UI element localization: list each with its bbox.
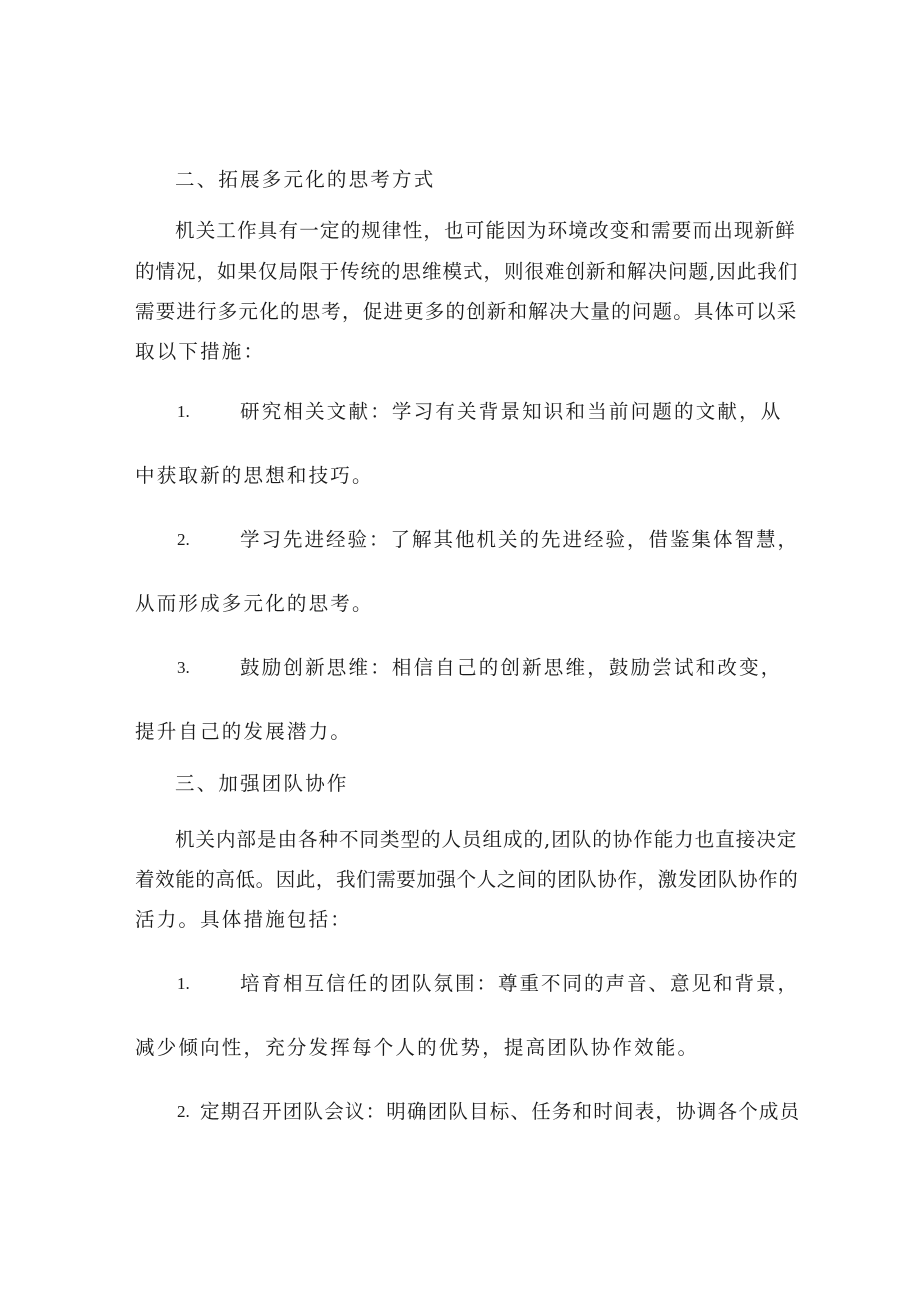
- paragraph-line: 机关内部是由各种不同类型的人员组成的,团队的协作能力也直接决定: [175, 828, 798, 851]
- paragraph-line: 需要进行多元化的思考，促进更多的创新和解决大量的问题。具体可以采: [135, 300, 798, 323]
- list-item-number: 2.: [177, 530, 190, 549]
- list-item-number: 2.: [177, 1102, 190, 1121]
- list-item-text: 培育相互信任的团队氛围：尊重不同的声音、意见和背景，: [240, 972, 800, 995]
- list-item-text: 中获取新的思想和技巧。: [135, 464, 374, 487]
- list-item-number: 3.: [177, 658, 190, 677]
- paragraph-line: 机关工作具有一定的规律性，也可能因为环境改变和需要而出现新鲜: [175, 219, 797, 242]
- list-item-text: 鼓励创新思维：相信自己的创新思维，鼓励尝试和改变，: [240, 656, 783, 679]
- section-heading: 二、拓展多元化的思考方式: [175, 168, 436, 191]
- paragraph-line: 取以下措施：: [135, 340, 266, 363]
- paragraph-line: 着效能的高低。因此，我们需要加强个人之间的团队协作，激发团队协作的: [135, 868, 799, 891]
- section-heading: 三、加强团队协作: [175, 772, 349, 795]
- list-item-number: 1.: [177, 402, 190, 421]
- list-item-number: 1.: [177, 974, 190, 993]
- list-item-text: 定期召开团队会议：明确团队目标、任务和时间表，协调各个成员: [200, 1100, 801, 1123]
- list-item-text: 减少倾向性，充分发挥每个人的优势，提高团队协作效能。: [135, 1036, 700, 1059]
- paragraph-line: 活力。具体措施包括：: [135, 908, 353, 931]
- list-item-text: 学习先进经验：了解其他机关的先进经验，借鉴集体智慧，: [240, 528, 800, 551]
- list-item-text: 研究相关文献：学习有关背景知识和当前问题的文献，从: [240, 400, 783, 423]
- paragraph-line: 的情况，如果仅局限于传统的思维模式，则很难创新和解决问题,因此我们: [135, 260, 799, 283]
- list-item-text: 提升自己的发展潜力。: [135, 720, 353, 743]
- list-item-text: 从而形成多元化的思考。: [135, 592, 374, 615]
